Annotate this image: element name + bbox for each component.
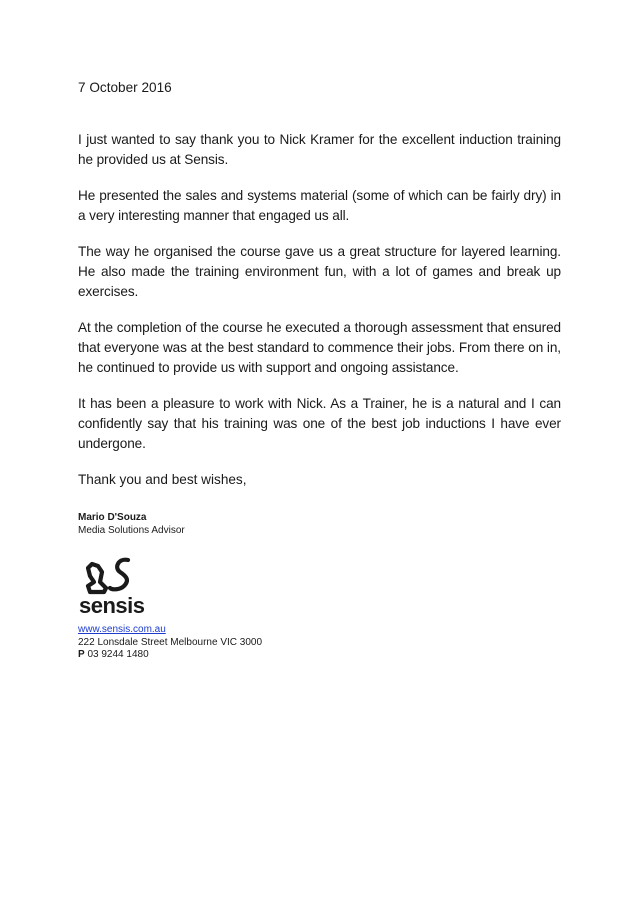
- paragraph-course-structure: The way he organised the course gave us a great structure for layered learning. He also made the training environment fun, with a lot of games and break up exercises.: [78, 244, 561, 299]
- contact-website-line: [78, 624, 561, 637]
- sensis-wordmark: sensis: [79, 593, 145, 616]
- contact-phone-line: [78, 649, 561, 662]
- paragraph-thanks: I just wanted to say thank you to Nick Kramer for the excellent induction training he provided us at Sensis.: [78, 132, 561, 167]
- paragraph-recommendation: It has been a pleasure to work with Nick. As a Trainer, he is a natural and I can confidently say that his training was one of the best job inductions I have ever undergone.: [78, 396, 561, 451]
- signature-name: Mario D'Souza: [78, 512, 147, 523]
- phone-number: 03 9244 1480: [87, 649, 149, 660]
- website-link[interactable]: www.sensis.com.au: [78, 624, 166, 635]
- sensis-squirrel-logo-icon: [78, 554, 158, 616]
- letter-closing: Thank you and best wishes,: [78, 472, 247, 487]
- contact-address: 222 Lonsdale Street Melbourne VIC 3000: [78, 636, 263, 648]
- paragraph-presentation: He presented the sales and systems material (some of which can be fairly dry) in a very interesting manner that engaged us all.: [78, 188, 561, 223]
- signature-title: Media Solutions Advisor: [78, 525, 185, 536]
- letter-date: 7 October 2016: [78, 80, 172, 95]
- letter-page: [78, 78, 561, 662]
- paragraph-assessment: At the completion of the course he executed a thorough assessment that ensured that everyone was at the best standard to commence their jobs. From there on in, he continued to provide us with support and ongoing assistance.: [78, 320, 561, 375]
- phone-label: P: [78, 649, 85, 660]
- sensis-logo: [78, 554, 158, 616]
